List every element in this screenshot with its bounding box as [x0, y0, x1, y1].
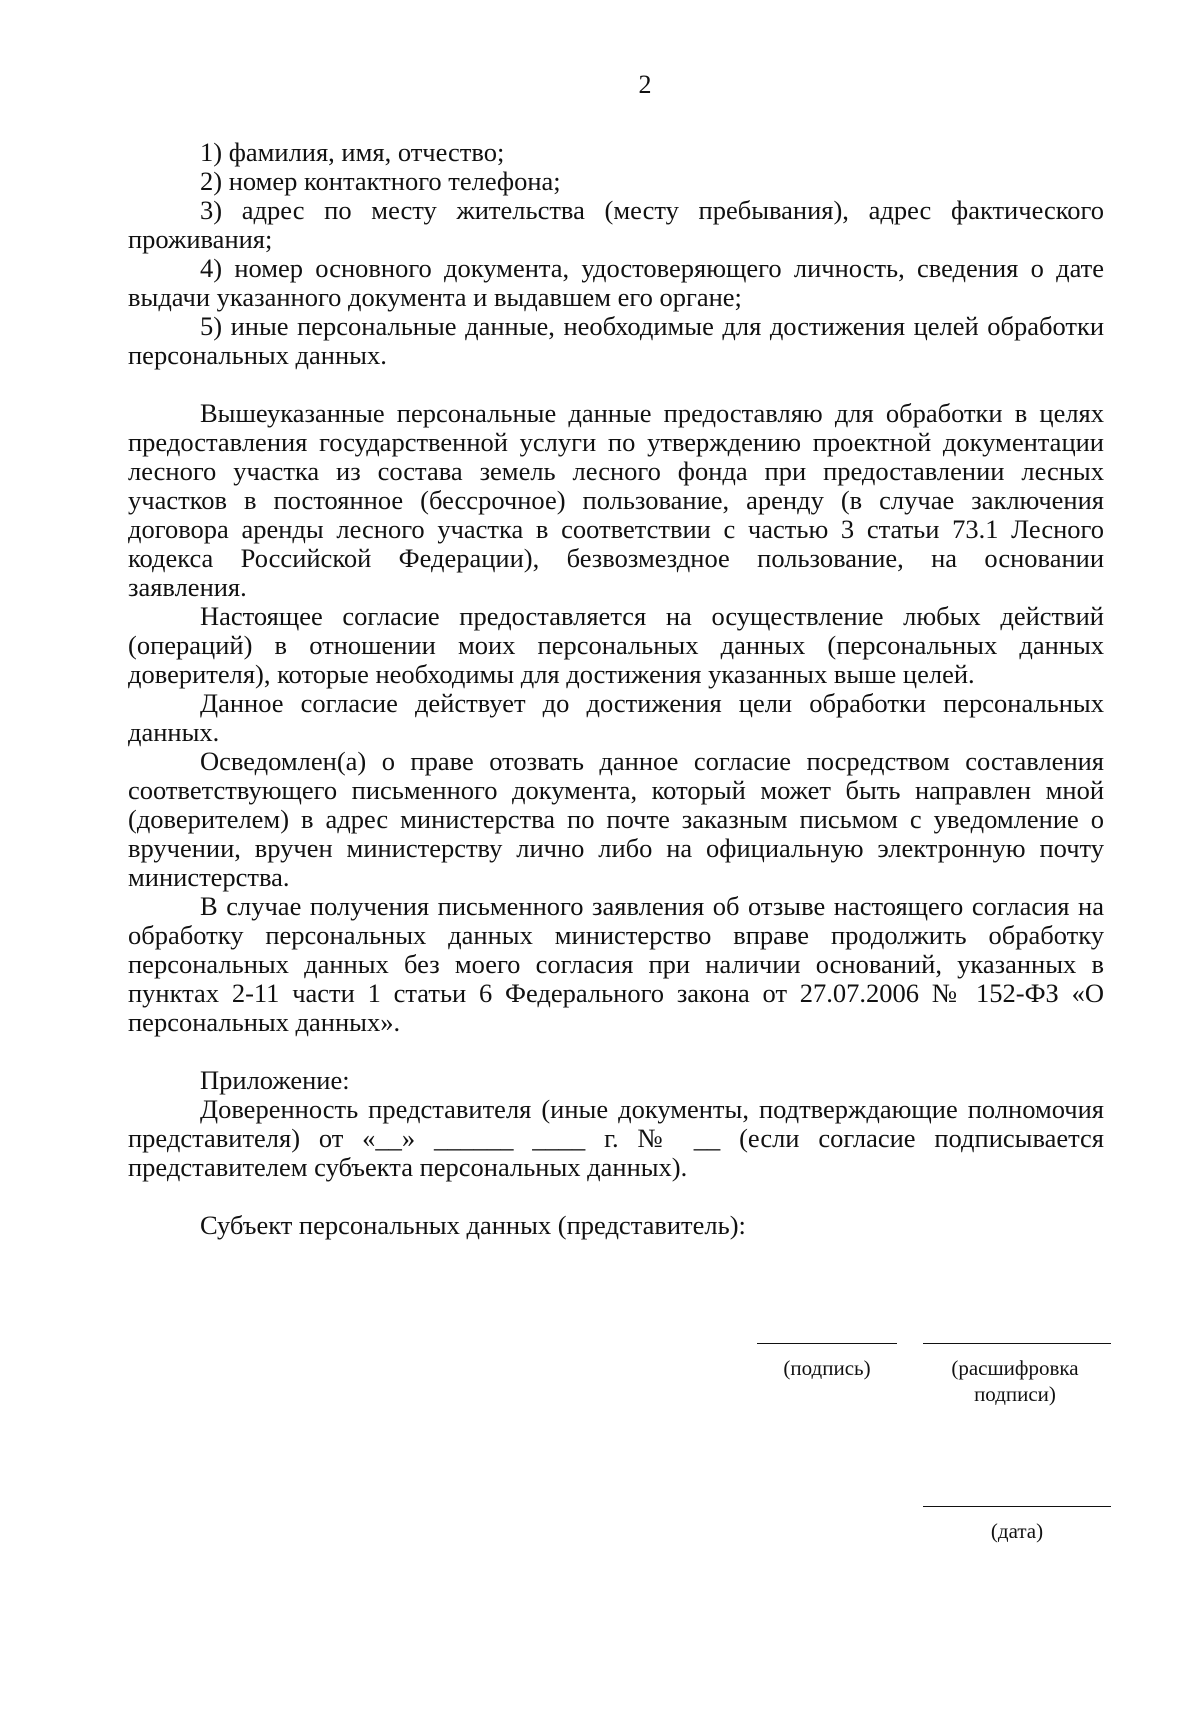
- list-item-address: 3) адрес по месту жительства (месту пребывания), адрес фактического проживания;: [128, 195, 1104, 254]
- subject-label: Субъект персональных данных (представитель):: [200, 1210, 746, 1240]
- paragraph-scope: Настоящее согласие предоставляется на осуществление любых действий (операций) в отношении моих персональных данных (персональных данных доверителя), которые необходимы для достижения указанных выше целей.: [128, 601, 1104, 689]
- attachment-text: Доверенность представителя (иные документы, подтверждающие полномочия представителя) от «__» ______ ____ г. № __ (если согласие подписывается представителем субъекта персональных данных).: [128, 1094, 1104, 1182]
- list-item-id-document: 4) номер основного документа, удостоверяющего личность, сведения о дате выдачи указанного документа и выдавшем его органе;: [128, 253, 1104, 312]
- list-item-other-data: 5) иные персональные данные, необходимые для достижения целей обработки персональных данных.: [128, 311, 1104, 370]
- date-line: [923, 1506, 1111, 1507]
- document-body: [128, 138, 1104, 1240]
- paragraph-revocation: Осведомлен(а) о праве отозвать данное согласие посредством составления соответствующего письменного документа, который может быть направлен мной (доверителем) в адрес министерства по почте заказным письмом с уведомление о вручении, вручен министерству лично либо на официальную электронную почту министерства.: [128, 746, 1104, 892]
- signature-decoding-caption: (расшифровка подписи): [951, 1356, 1079, 1406]
- paragraph-validity: Данное согласие действует до достижения цели обработки персональных данных.: [128, 688, 1104, 747]
- attachment-heading: Приложение:: [200, 1065, 350, 1095]
- paragraph-purpose: Вышеуказанные персональные данные предоставляю для обработки в целях предоставления государственной услуги по утверждению проектной документации лесного участка из состава земель лесного фонда при предоставлении лесных участков в постоянное (бессрочное) пользование, аренду (в случае заключения договора аренды лесного участка в соответствии с частью 3 статьи 73.1 Лесного кодекса Российской Федерации), безвозмездное пользование, на основании заявления.: [128, 398, 1104, 602]
- signature-caption: (подпись): [783, 1356, 871, 1380]
- signature-line: [757, 1343, 897, 1344]
- paragraph-continued-processing: В случае получения письменного заявления об отзыве настоящего согласия на обработку персональных данных министерство вправе продолжить обработку персональных данных без моего согласия при наличии оснований, указанных в пунктах 2-11 части 1 статьи 6 Федерального закона от 27.07.2006 № 152-ФЗ «О персональных данных».: [128, 891, 1104, 1037]
- list-item-full-name: 1) фамилия, имя, отчество;: [200, 137, 505, 167]
- signature-decoding-line: [923, 1343, 1111, 1344]
- date-caption: (дата): [990, 1519, 1044, 1543]
- page-number: 2: [638, 70, 652, 99]
- list-item-phone: 2) номер контактного телефона;: [200, 166, 561, 196]
